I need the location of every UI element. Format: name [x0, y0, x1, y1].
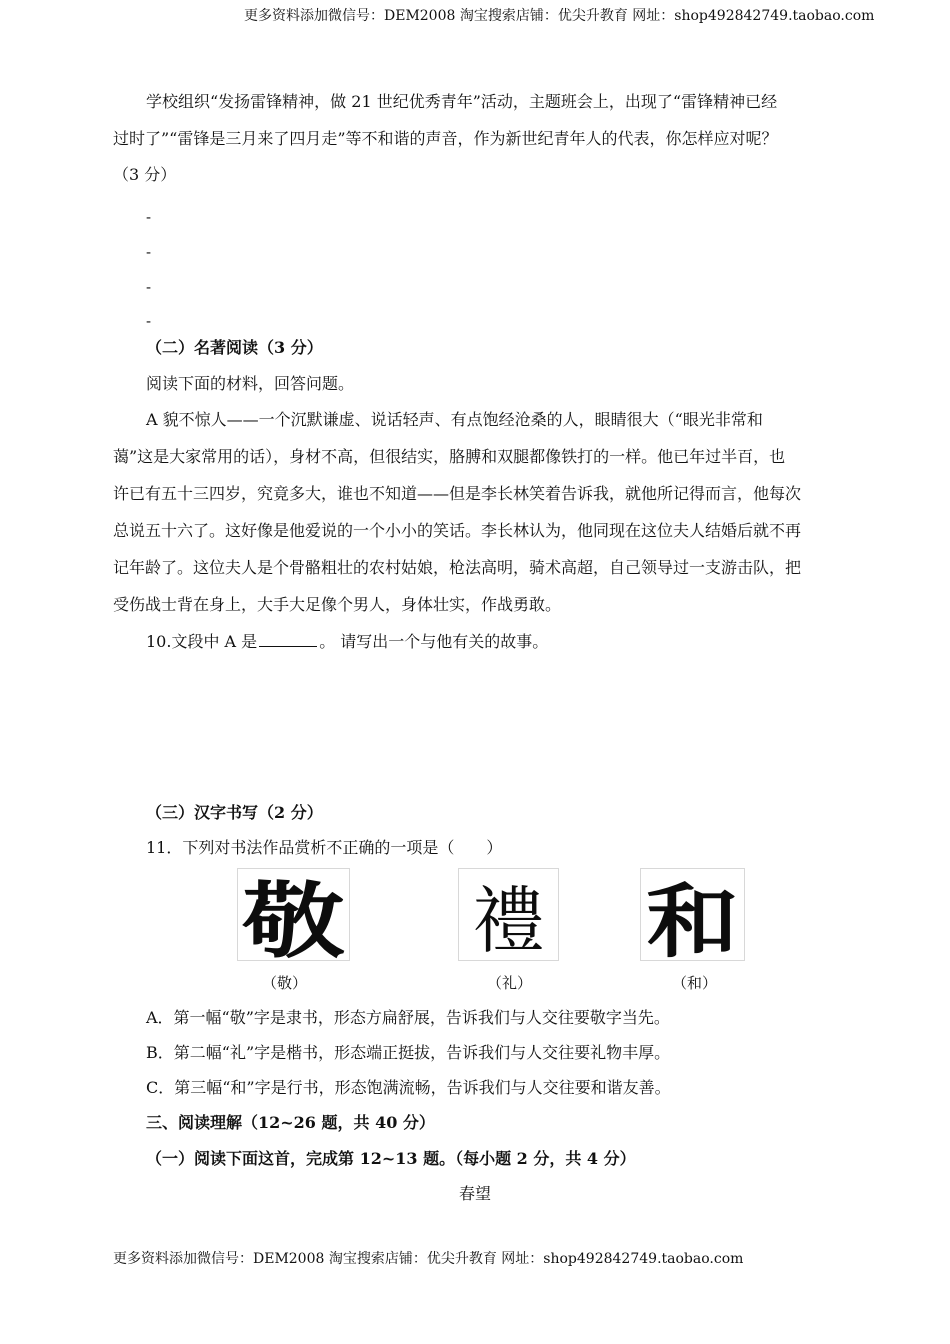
q10-prefix: 10.文段中 A 是 — [146, 632, 258, 651]
caption-li: （礼） — [487, 974, 533, 992]
caption-he: （和） — [672, 974, 718, 992]
page-footer: 更多资料添加微信号：DEM2008 淘宝搜索店铺：优尖升教育 网址：shop492842749.taobao.com — [113, 1251, 744, 1267]
option-c: C．第三幅“和”字是行书，形态饱满流畅，告诉我们与人交往要和谐友善。 — [146, 1078, 671, 1097]
passage-line: 记年龄了。这位夫人是个骨骼粗壮的农村姑娘，枪法高明，骑术高超，自己领导过一支游击队，把 — [113, 558, 802, 577]
section-heading-calligraphy: （三）汉字书写（2 分） — [146, 803, 323, 822]
calligraphy-image-he — [640, 868, 745, 961]
poem-title: 春望 — [459, 1184, 492, 1203]
sub-heading-poem: （一）阅读下面这首，完成第 12~13 题。（每小题 2 分，共 4 分） — [146, 1149, 636, 1168]
question-10 — [146, 623, 548, 661]
answer-line: - — [146, 312, 152, 330]
calligraphy-char: 敬 — [242, 874, 345, 961]
passage-line: 受伤战士背在身上，大手大足像个男人，身体壮实，作战勇敢。 — [113, 595, 562, 614]
q9-line-3: （3 分） — [113, 165, 177, 184]
page-header: 更多资料添加微信号：DEM2008 淘宝搜索店铺：优尖升教育 网址：shop492842749.taobao.com — [244, 8, 875, 24]
reading-instruction: 阅读下面的材料，回答问题。 — [146, 374, 355, 393]
calligraphy-image-li — [458, 868, 559, 961]
option-b: B．第二幅“礼”字是楷书，形态端正挺拔，告诉我们与人交往要礼物丰厚。 — [146, 1043, 671, 1062]
calligraphy-char: 和 — [646, 875, 739, 961]
option-a: A．第一幅“敬”字是隶书，形态方扁舒展，告诉我们与人交往要敬字当先。 — [146, 1008, 670, 1027]
passage-line: 蔼”这是大家常用的话），身材不高，但很结实，胳膊和双腿都像铁打的一样。他已年过半百，也 — [113, 447, 786, 466]
q9-line-1: 学校组织“发扬雷锋精神，做 21 世纪优秀青年”活动，主题班会上，出现了“雷锋精神已经 — [146, 92, 778, 111]
question-11: 11．下列对书法作品赏析不正确的一项是（ ） — [146, 838, 503, 857]
part-heading-reading: 三、阅读理解（12~26 题，共 40 分） — [146, 1113, 435, 1132]
section-heading-classics: （二）名著阅读（3 分） — [146, 338, 323, 357]
answer-blank[interactable] — [259, 630, 317, 647]
passage-line: 许已有五十三四岁，究竟多大，谁也不知道——但是李长林笑着告诉我，就他所记得而言，他每次 — [113, 484, 802, 503]
answer-line: - — [146, 208, 152, 226]
q10-suffix: 。 请写出一个与他有关的故事。 — [319, 632, 549, 651]
caption-jing: （敬） — [262, 974, 308, 992]
calligraphy-char: 禮 — [472, 878, 545, 961]
calligraphy-image-jing — [237, 868, 350, 961]
passage-line: A 貌不惊人——一个沉默谦虚、说话轻声、有点饱经沧桑的人，眼睛很大（“眼光非常和 — [146, 410, 763, 429]
answer-line: - — [146, 243, 152, 261]
q9-line-2: 过时了”“雷锋是三月来了四月走”等不和谐的声音，作为新世纪青年人的代表，你怎样应对呢？ — [113, 129, 778, 148]
answer-line: - — [146, 278, 152, 296]
passage-line: 总说五十六了。这好像是他爱说的一个小小的笑话。李长林认为，他同现在这位夫人结婚后就不再 — [113, 521, 802, 540]
